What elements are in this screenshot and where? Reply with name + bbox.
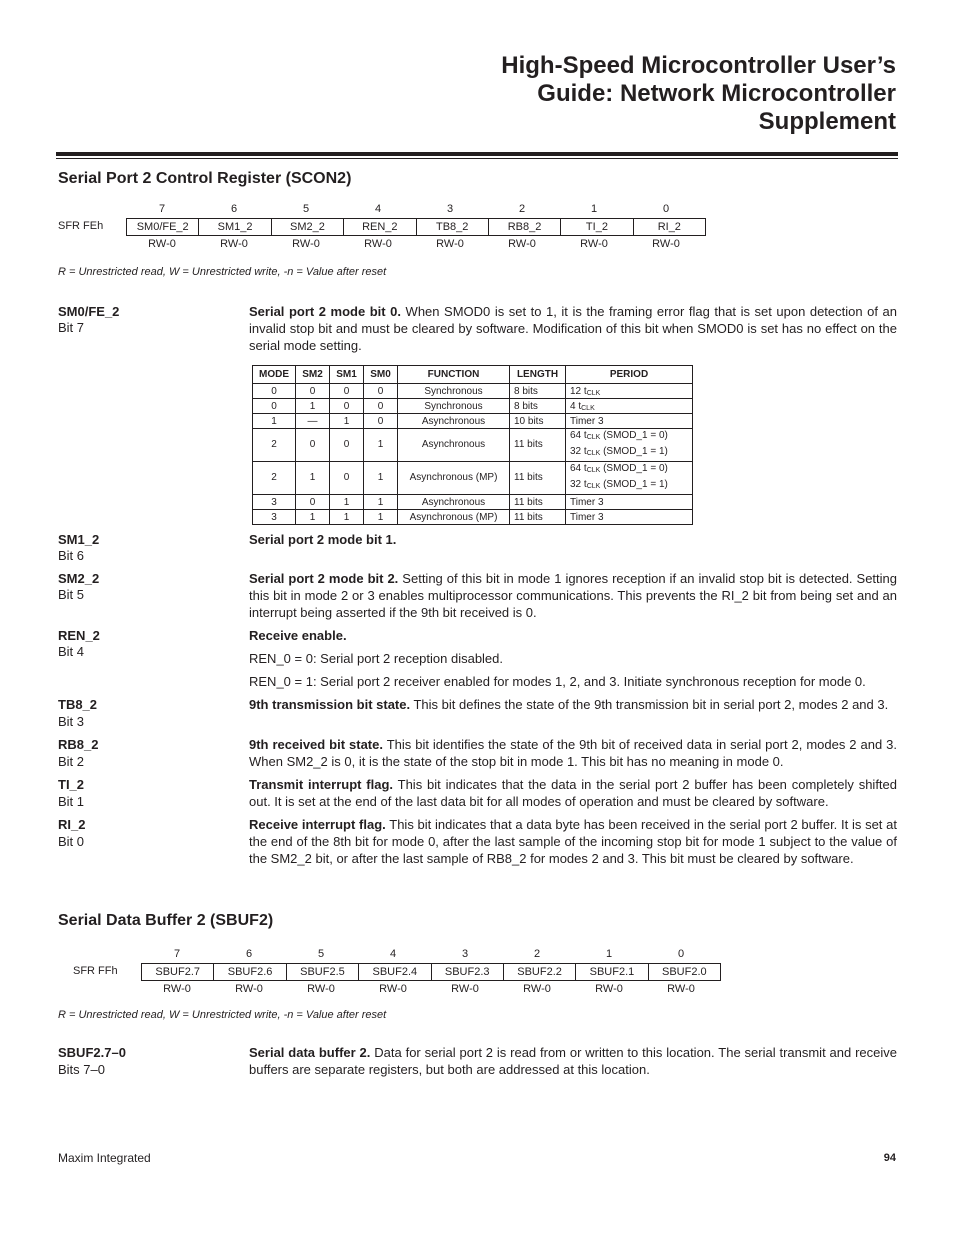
bit-name-rb8: RB8_2 [58, 737, 99, 752]
bit-index-sbuf2: Bits 7–0 [58, 1062, 105, 1077]
cell-period: Timer 3 [566, 414, 693, 429]
cell-sm0: 1 [364, 429, 398, 462]
bit-name-sbuf2: SBUF2.7–0 [58, 1045, 126, 1060]
period-subscript: CLK [586, 467, 601, 474]
column-header: SM0 [364, 366, 398, 384]
cell-sm2: 1 [296, 399, 330, 414]
cell-sm0: 0 [364, 384, 398, 399]
bit-description-rb8 [249, 736, 897, 770]
description-title: 9th received bit state. [249, 737, 383, 752]
scon2-access-row [126, 237, 702, 251]
access-value: RW-0 [307, 983, 335, 995]
bit-number: 0 [677, 948, 685, 960]
scon2-sfr-address: SFR FEh [58, 220, 104, 232]
description-title: 9th transmission bit state. [249, 697, 411, 712]
table-row [253, 414, 693, 429]
bit-number: 6 [230, 203, 238, 215]
period-subscript: CLK [586, 434, 601, 441]
cell-sm2: — [296, 414, 330, 429]
cell-sm1: 0 [330, 399, 364, 414]
table-row [253, 510, 693, 525]
period-subscript: CLK [586, 450, 601, 457]
scon2-section-title: Serial Port 2 Control Register (SCON2) [58, 170, 352, 187]
description-text: This bit defines the state of the 9th transmission bit in serial port 2, modes 2 and 3. [410, 697, 889, 712]
register-bit-cell: SBUF2.6 [213, 964, 285, 980]
bit-index-sm1: Bit 6 [58, 548, 85, 563]
period-text: 32 t [570, 479, 587, 490]
description-text: Data for serial port 2 is read from or written to this location. The serial transmit and receive buffers are separate registers, but both are addressed at this location. [249, 1045, 897, 1077]
access-value: RW-0 [523, 983, 551, 995]
sbuf2-access-row [141, 982, 717, 996]
title-line-2: Guide: Network Microcontroller [537, 80, 896, 107]
cell-sm0: 1 [364, 510, 398, 525]
column-header: PERIOD [566, 366, 693, 384]
register-bit-cell: SM1_2 [198, 219, 270, 235]
column-header: LENGTH [510, 366, 566, 384]
access-value: RW-0 [436, 238, 464, 250]
bit-name-sm2: SM2_2 [58, 571, 100, 586]
cell-length: 11 bits [510, 462, 566, 495]
cell-mode: 0 [253, 384, 296, 399]
bit-number: 4 [374, 203, 382, 215]
cell-sm2: 0 [296, 384, 330, 399]
bit-number: 2 [533, 948, 541, 960]
bit-description-sbuf2 [249, 1044, 897, 1078]
description-title: Serial port 2 mode bit 1. [249, 532, 397, 547]
sbuf2-section-title: Serial Data Buffer 2 (SBUF2) [58, 912, 274, 929]
access-value: RW-0 [451, 983, 479, 995]
period-text: 12 t [570, 385, 587, 397]
register-bit-cell: SBUF2.4 [358, 964, 430, 980]
cell-mode: 1 [253, 414, 296, 429]
period-text: 64 t [570, 463, 587, 474]
column-header: MODE [253, 366, 296, 384]
access-value: RW-0 [148, 238, 176, 250]
cell-length: 11 bits [510, 495, 566, 510]
period-text: 4 t [570, 400, 582, 412]
bit-description-tb8 [249, 696, 897, 713]
cell-period: Timer 3 [566, 495, 693, 510]
bit-index-sm0: Bit 7 [58, 320, 85, 335]
sbuf2-bit-numbers [141, 946, 717, 962]
ren-line-enabled: REN_0 = 1: Serial port 2 receiver enabled for modes 1, 2, and 3. Initiate synchronous reception for mode 0. [249, 674, 866, 689]
register-bit-cell: SM2_2 [271, 219, 343, 235]
access-value: RW-0 [235, 983, 263, 995]
period-text: (SMOD_1 = 1) [600, 479, 668, 490]
table-row [253, 399, 693, 414]
column-header: FUNCTION [398, 366, 510, 384]
document-title [276, 52, 896, 136]
table-row [253, 429, 693, 462]
register-bit-cell: SBUF2.2 [503, 964, 575, 980]
register-bit-cell: REN_2 [343, 219, 415, 235]
table-row [253, 384, 693, 399]
ren-line-disabled: REN_0 = 0: Serial port 2 reception disabled. [249, 651, 504, 666]
cell-length: 11 bits [510, 429, 566, 462]
cell-period [566, 462, 693, 495]
access-value: RW-0 [163, 983, 191, 995]
sbuf2-sfr-address: SFR FFh [73, 965, 118, 977]
cell-mode: 0 [253, 399, 296, 414]
bit-name-ti: TI_2 [58, 777, 85, 792]
register-bit-cell: TB8_2 [416, 219, 488, 235]
bit-index-tb8: Bit 3 [58, 714, 85, 729]
period-text: (SMOD_1 = 0) [600, 430, 668, 441]
cell-length: 11 bits [510, 510, 566, 525]
description-text: This bit identifies the state of the 9th bit of received data in serial port 2, modes 2 and 3. When SM2_2 is 0, it is the state of the stop bit in mode 1. This bit has no meaning in mode 0. [249, 737, 897, 769]
bit-description-ri [249, 816, 897, 867]
period-text: 64 t [570, 430, 587, 441]
description-text: Setting of this bit in mode 1 ignores reception if an invalid stop bit is detected. Setting this bit in mode 2 or 3 enables multiprocessor communications. This prevents the RI_2 bit from being set and an interrupt being asserted if the 9th bit received is 0. [249, 571, 898, 620]
page-number: 94 [883, 1152, 896, 1164]
bit-description-sm1 [249, 531, 897, 548]
cell-function: Synchronous [398, 384, 510, 399]
description-title: Receive interrupt flag. [249, 817, 386, 832]
period-text: 32 t [570, 446, 587, 457]
cell-sm1: 0 [330, 462, 364, 495]
register-bit-cell: SBUF2.3 [431, 964, 503, 980]
bit-number: 3 [461, 948, 469, 960]
access-value: RW-0 [595, 983, 623, 995]
cell-function: Asynchronous [398, 429, 510, 462]
bit-description-ren [249, 627, 897, 644]
description-title: Serial data buffer 2. [249, 1045, 371, 1060]
cell-function: Asynchronous (MP) [398, 462, 510, 495]
title-line-1: High-Speed Microcontroller User’s [501, 52, 896, 79]
bit-index-ri: Bit 0 [58, 834, 85, 849]
column-header: SM1 [330, 366, 364, 384]
footer-company: Maxim Integrated [58, 1151, 151, 1165]
register-bit-cell: SM0/FE_2 [136, 221, 189, 233]
sbuf2-register-box [141, 963, 721, 981]
scon2-legend: R = Unrestricted read, W = Unrestricted write, -n = Value after reset [58, 266, 387, 278]
description-text: This bit indicates that a data byte has been received in the serial port 2 buffer. It is set at the end of the 8th bit for mode 0, after the last sample of the incoming stop bit for mode 1 subject to the value of the SM2_2 bit, or after the last sample of RB8_2 for modes 2 and 3. This bit must be cleared by software. [249, 817, 897, 866]
header-rule-thick [56, 152, 898, 156]
cell-length: 8 bits [510, 384, 566, 399]
bit-description-sm0 [249, 303, 897, 354]
description-text: When SMOD0 is set to 1, it is the framing error flag that is set upon detection of an invalid stop bit and must be cleared by software. Modification of this bit when SMOD0 is set has no effect on the serial mode setting. [249, 304, 897, 353]
cell-sm1: 1 [330, 495, 364, 510]
cell-sm0: 0 [364, 414, 398, 429]
cell-period [566, 384, 693, 399]
cell-mode: 3 [253, 510, 296, 525]
bit-number: 2 [518, 203, 526, 215]
cell-sm0: 1 [364, 462, 398, 495]
period-text: (SMOD_1 = 0) [600, 463, 668, 474]
period-subscript: CLK [586, 389, 601, 397]
register-bit-cell: SBUF2.7 [155, 966, 200, 978]
cell-sm1: 0 [330, 429, 364, 462]
description-title: Receive enable. [249, 628, 347, 643]
cell-period [566, 429, 693, 462]
scon2-bit-numbers [126, 201, 702, 217]
bit-name-sm0: SM0/FE_2 [58, 304, 120, 319]
cell-sm2: 0 [296, 495, 330, 510]
bit-index-sm2: Bit 5 [58, 587, 85, 602]
register-bit-cell: TI_2 [560, 219, 632, 235]
header-rule-thin [56, 158, 898, 159]
sbuf2-legend: R = Unrestricted read, W = Unrestricted write, -n = Value after reset [58, 1009, 387, 1021]
cell-sm0: 1 [364, 495, 398, 510]
cell-period [566, 399, 693, 414]
register-bit-cell: SBUF2.5 [286, 964, 358, 980]
register-bit-cell: RI_2 [633, 219, 705, 235]
bit-description-ti [249, 776, 897, 810]
period-text: (SMOD_1 = 1) [600, 446, 668, 457]
column-header: SM2 [296, 366, 330, 384]
bit-number: 5 [302, 203, 310, 215]
access-value: RW-0 [667, 983, 695, 995]
bit-number: 6 [245, 948, 253, 960]
cell-mode: 2 [253, 429, 296, 462]
cell-period: Timer 3 [566, 510, 693, 525]
cell-sm0: 0 [364, 399, 398, 414]
description-title: Serial port 2 mode bit 2. [249, 571, 399, 586]
period-subscript: CLK [581, 404, 595, 412]
bit-index-ren: Bit 4 [58, 644, 85, 659]
access-value: RW-0 [364, 238, 392, 250]
register-bit-cell: SBUF2.0 [648, 964, 720, 980]
access-value: RW-0 [379, 983, 407, 995]
access-value: RW-0 [580, 238, 608, 250]
table-header-row [253, 366, 693, 384]
bit-number: 1 [605, 948, 613, 960]
scon2-register-box [126, 218, 706, 236]
access-value: RW-0 [508, 238, 536, 250]
register-bit-cell: SBUF2.1 [575, 964, 647, 980]
table-row [253, 462, 693, 495]
bit-name-ri: RI_2 [58, 817, 86, 832]
period-subscript: CLK [586, 483, 601, 490]
cell-function: Synchronous [398, 399, 510, 414]
bit-index-rb8: Bit 2 [58, 754, 85, 769]
bit-name-tb8: TB8_2 [58, 697, 98, 712]
title-line-3: Supplement [758, 108, 896, 135]
bit-number: 7 [158, 203, 166, 215]
cell-function: Asynchronous (MP) [398, 510, 510, 525]
bit-description-sm2 [249, 570, 897, 621]
table-row [253, 495, 693, 510]
cell-mode: 3 [253, 495, 296, 510]
cell-sm2: 1 [296, 462, 330, 495]
cell-sm2: 0 [296, 429, 330, 462]
description-title: Transmit interrupt flag. [249, 777, 394, 792]
access-value: RW-0 [292, 238, 320, 250]
bit-name-sm1: SM1_2 [58, 532, 100, 547]
cell-mode: 2 [253, 462, 296, 495]
cell-sm1: 1 [330, 510, 364, 525]
serial-mode-table [252, 365, 693, 525]
cell-sm1: 0 [330, 384, 364, 399]
bit-number: 5 [317, 948, 325, 960]
cell-length: 8 bits [510, 399, 566, 414]
access-value: RW-0 [652, 238, 680, 250]
bit-number: 3 [446, 203, 454, 215]
bit-number: 7 [173, 948, 181, 960]
cell-sm1: 1 [330, 414, 364, 429]
cell-function: Asynchronous [398, 495, 510, 510]
access-value: RW-0 [220, 238, 248, 250]
description-text: This bit indicates that the data in the serial port 2 buffer has been completely shifted out. It is set at the end of the last data bit for all modes of operation and must be cleared by software. [249, 777, 898, 809]
bit-index-ti: Bit 1 [58, 794, 85, 809]
description-title: Serial port 2 mode bit 0. [249, 304, 402, 319]
cell-length: 10 bits [510, 414, 566, 429]
bit-number: 1 [590, 203, 598, 215]
bit-number: 4 [389, 948, 397, 960]
cell-sm2: 1 [296, 510, 330, 525]
bit-name-ren: REN_2 [58, 628, 100, 643]
bit-number: 0 [662, 203, 670, 215]
cell-function: Asynchronous [398, 414, 510, 429]
register-bit-cell: RB8_2 [488, 219, 560, 235]
